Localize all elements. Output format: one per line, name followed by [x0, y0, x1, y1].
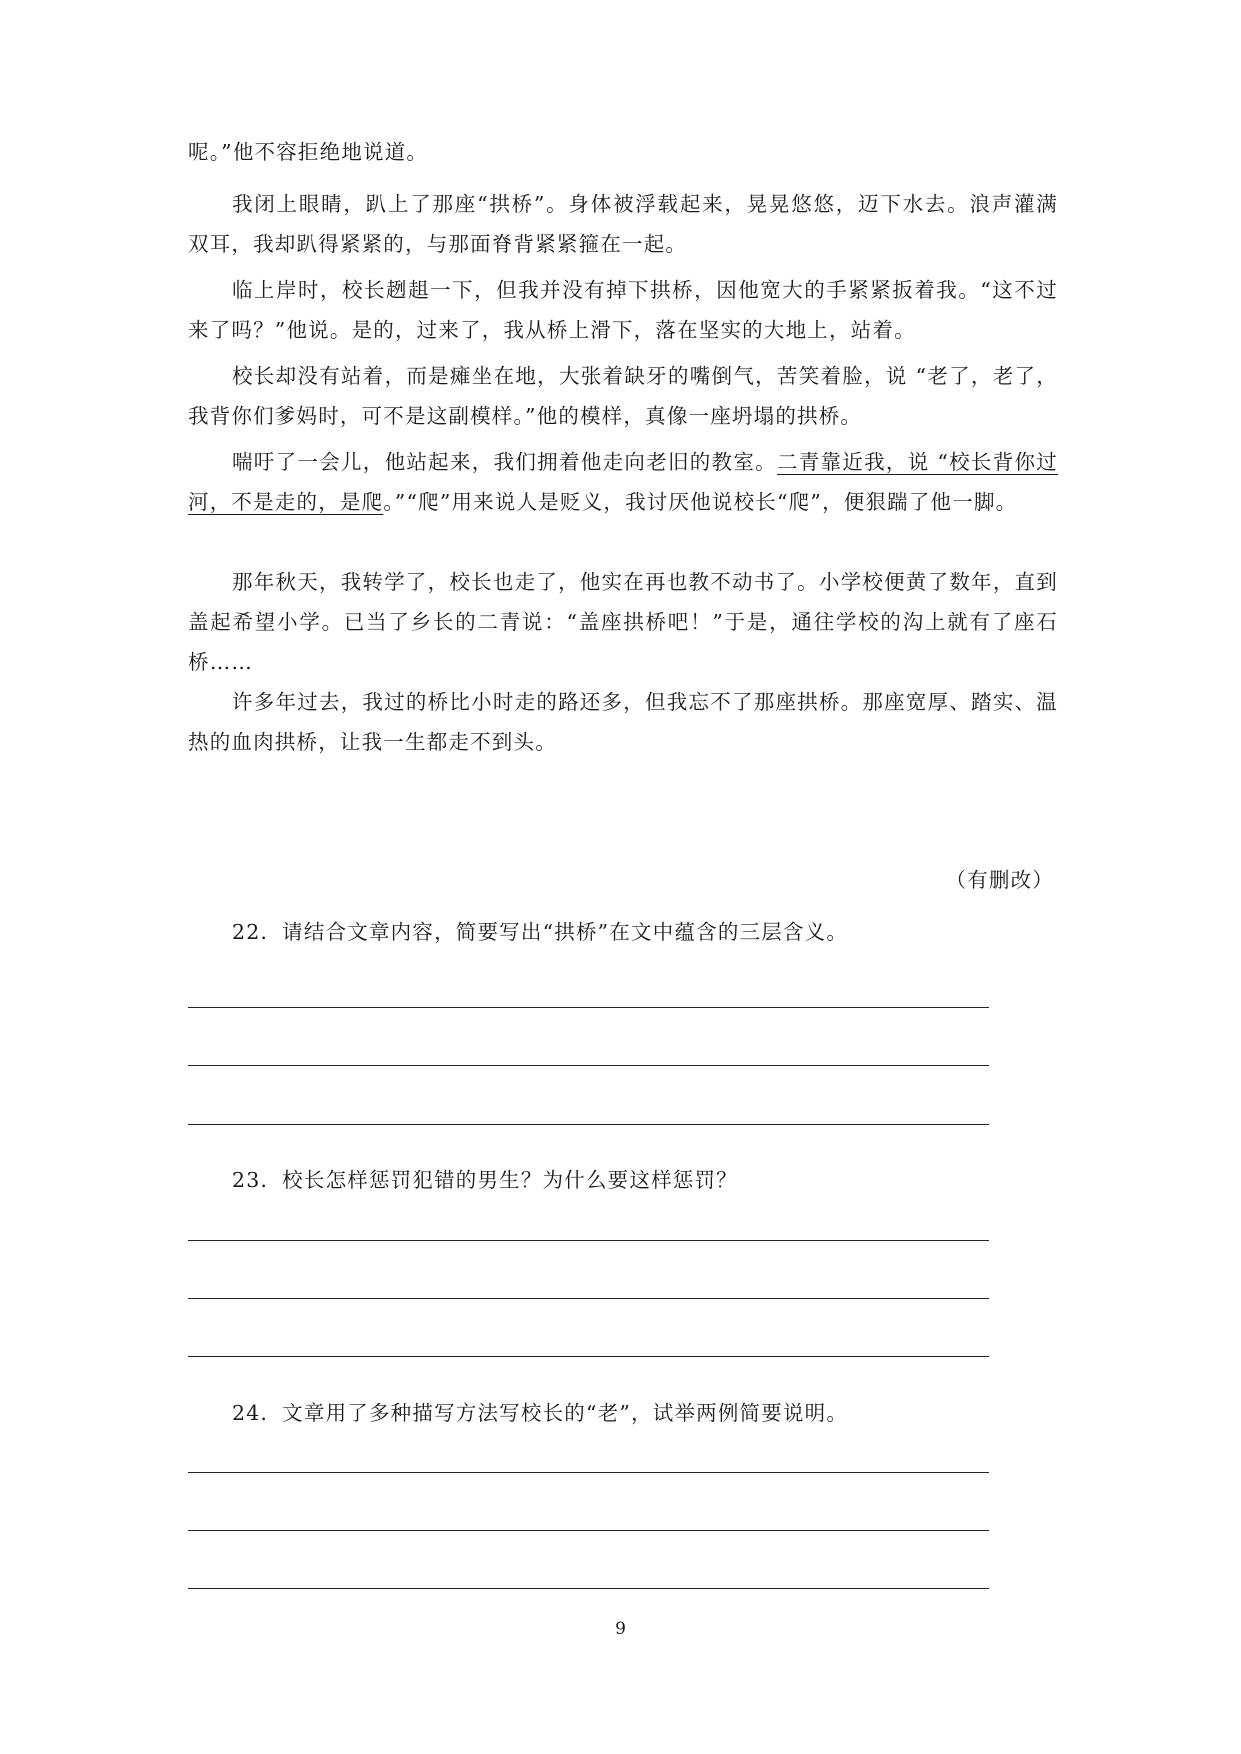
answer-line[interactable]: [188, 1124, 989, 1125]
answer-line[interactable]: [188, 1007, 989, 1008]
answer-line[interactable]: [188, 1065, 989, 1066]
page-number: 9: [615, 1619, 626, 1639]
answer-line[interactable]: [188, 1298, 989, 1299]
paragraph-5: [188, 442, 1058, 522]
answer-line[interactable]: [188, 1588, 989, 1589]
paragraph-3: 临上岸时，校长趔趄一下，但我并没有掉下拱桥，因他宽大的手紧紧扳着我。“这不过来了吗？”他说。是的，过来了，我从桥上滑下，落在坚实的大地上，站着。: [188, 278, 1058, 342]
underlined-sentence: 二青靠近我，说 “校长背你过河，不是走的，是爬: [188, 450, 1059, 514]
paragraph-4: 校长却没有站着，而是瘫坐在地，大张着缺牙的嘴倒气，苦笑着脸，说 “老了，老了，我背你们爹妈时，可不是这副模样。”他的模样，真像一座坍塌的拱桥。: [188, 364, 1058, 428]
answer-line[interactable]: [188, 1530, 989, 1531]
paragraph-7: 许多年过去，我过的桥比小时走的路还多，但我忘不了那座拱桥。那座宽厚、踏实、温热的血肉拱桥，让我一生都走不到头。: [188, 690, 1058, 754]
question-23: 23．校长怎样惩罚犯错的男生？为什么要这样惩罚？: [232, 1168, 738, 1192]
answer-line[interactable]: [188, 1356, 989, 1357]
question-22: 22．请结合文章内容，简要写出“拱桥”在文中蕴含的三层含义。: [232, 920, 849, 944]
paragraph-6: 那年秋天，我转学了，校长也走了，他实在再也教不动书了。小学校便黄了数年，直到盖起希望小学。已当了乡长的二青说：“盖座拱桥吧！”于是，通往学校的沟上就有了座石桥……: [188, 570, 1058, 674]
question-24: 24．文章用了多种描写方法写校长的“老”，试举两例简要说明。: [232, 1401, 849, 1425]
answer-line[interactable]: [188, 1472, 989, 1473]
paragraph-2: 我闭上眼睛，趴上了那座“拱桥”。身体被浮载起来，晃晃悠悠，迈下水去。浪声灌满双耳，我却趴得紧紧的，与那面脊背紧紧箍在一起。: [188, 192, 1058, 256]
answer-line[interactable]: [188, 1240, 989, 1241]
source-credit: （有删改）: [945, 868, 1054, 892]
paragraph-5-text-end: 。”“爬”用来说人是贬义，我讨厌他说校长“爬”，便狠踹了他一脚。: [383, 490, 1018, 514]
paragraph-5-text: 喘吁了一会儿，他站起来，我们拥着他走向老旧的教室。: [232, 450, 777, 474]
paragraph-1: 呢。”他不容拒绝地说道。: [188, 140, 429, 164]
